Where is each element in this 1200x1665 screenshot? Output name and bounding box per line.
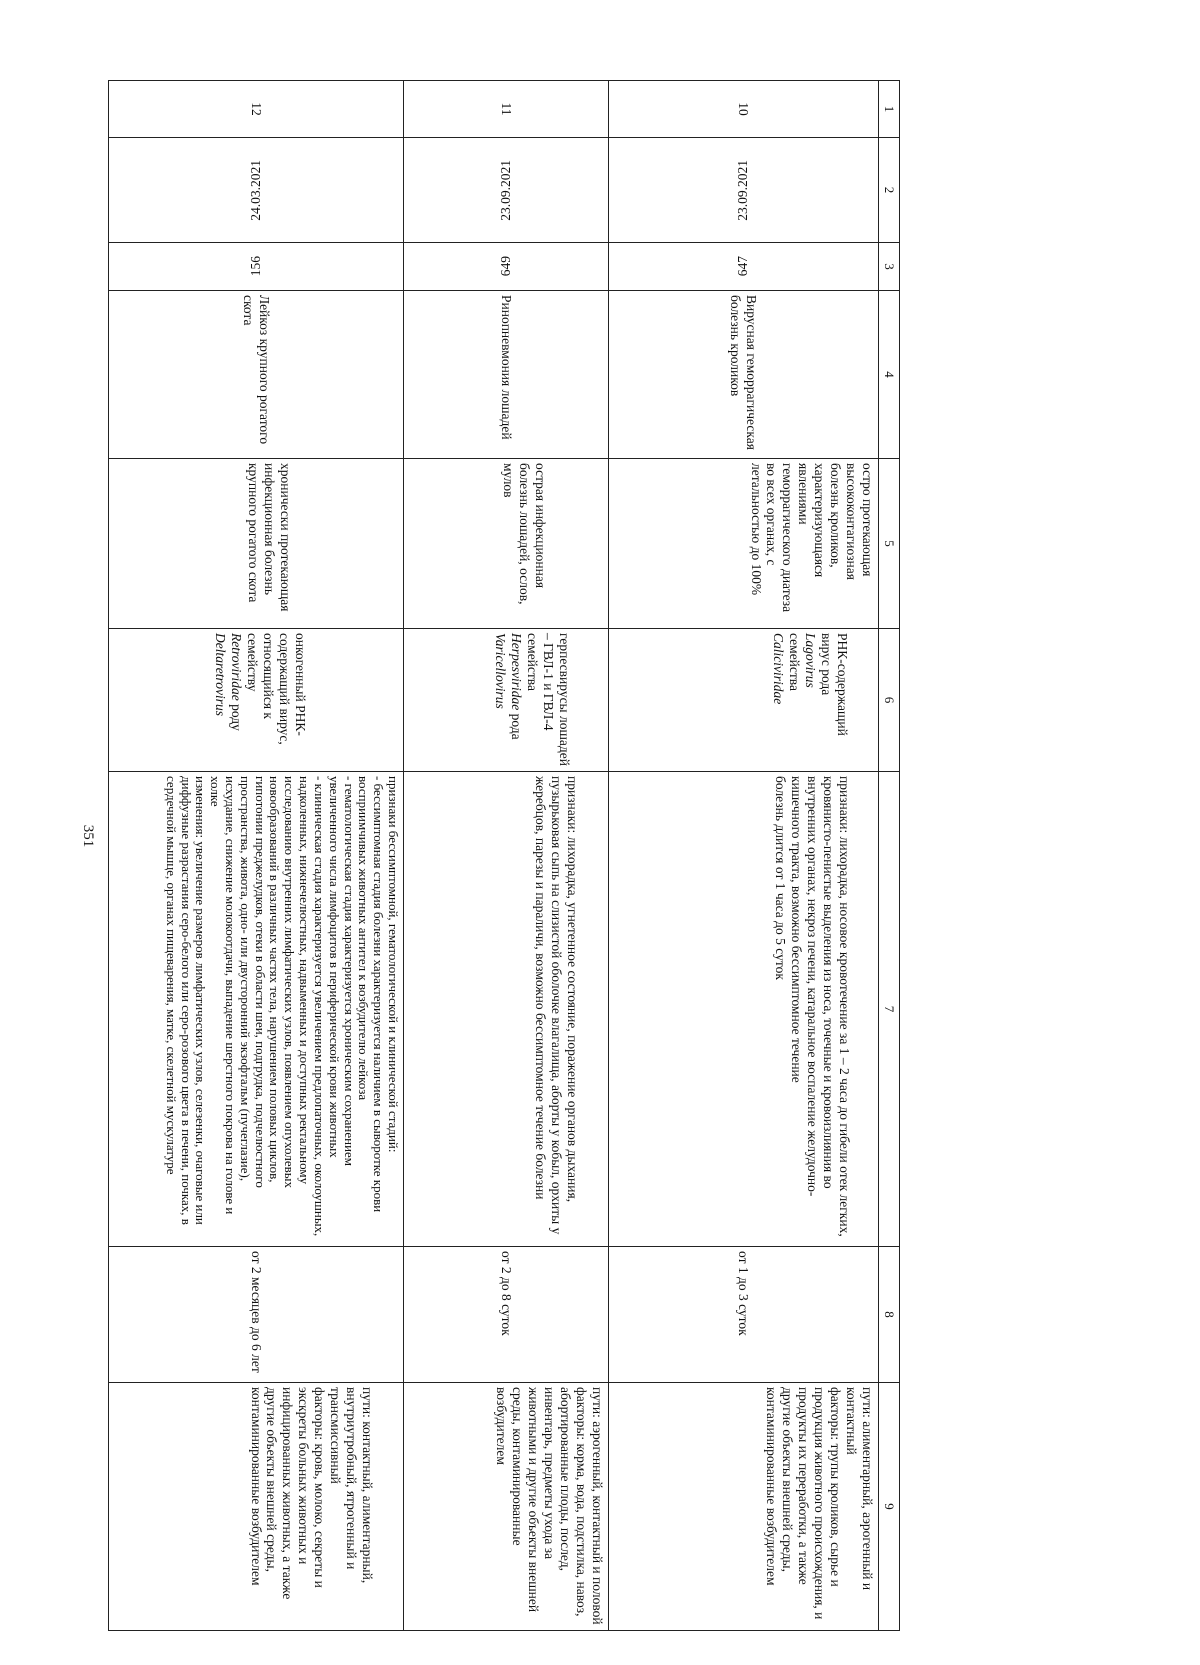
agent-cell	[404, 629, 609, 772]
disease-table	[108, 80, 900, 1631]
disease-name: Ринопневмония лошадей	[404, 291, 609, 459]
table-row	[109, 81, 404, 1631]
transmission: пути: алиментарный, аэрогенный и контактный факторы: трупы кроликов, сырье и продукция животного происхождения, и продукты их переработки, а также другие объекты внешней среды, контаминированные возбудителем	[609, 1383, 879, 1631]
incubation-period: от 2 до 8 суток	[404, 1247, 609, 1383]
agent-cell	[109, 629, 404, 772]
incubation-period: от 2 месяцев до 6 лет	[109, 1247, 404, 1383]
rotated-table-area	[110, 80, 900, 1630]
agent-genus: Lagovirus	[803, 633, 819, 688]
header-row	[879, 81, 900, 1631]
agent-family: Herpesviridae	[509, 633, 525, 711]
clinical-signs: признаки бессимптомной, гематологической и клинической стадий: - бессимптомная стадия болезни характеризуется наличием в сыворотке крови восприимчивых животных антител к возбудителю лейкоза - гематологическая стадия характеризуется хроническим сохранением увеличенного числа лимфоцитов в периферической крови животных - клиническая стадия характеризуется увеличением предлопаточных, околоушных, надколенных, нижнечелюстных, надвыменных и доступных ректальному исследованию внутренних лимфатических узлов, появлением опухолевых новообразований в различных частях тела, нарушением половых циклов, гипотонии преджелудков, отеки в области шеи, подгрудка, подчелюстного пространства, живота, одно- или двусторонний экзофтальм (пучеглазие), исхудание, снижение молокоотдачи, выпадение шерстного покрова на голове и холке изменения: увеличение размеров лимфатических узлов, селезенки, очаговые или диффузные разрастания серо-белого или серо-розового цвета в печени, почках, в сердечной мышце, органах пищеварения, матке, скелетной мускулатуре	[109, 772, 404, 1247]
row-number: 10	[609, 81, 879, 138]
date-cell	[109, 138, 404, 243]
date-text: 24.03.2021	[248, 159, 264, 221]
header-cell: 8	[879, 1247, 900, 1383]
header-cell: 1	[879, 81, 900, 138]
row-number: 12	[109, 81, 404, 138]
header-cell: 6	[879, 629, 900, 772]
agent-family: Retroviridae	[229, 633, 245, 701]
code-text: 156	[248, 256, 264, 277]
disease-description: хронически протекающая инфекционная болезнь крупного рогатого скота	[109, 459, 404, 629]
clinical-signs: признаки: лихорадка, носовое кровотечение за 1 – 2 часа до гибели отек легких, кровянисто-пенистые выделения из носа, точечные и кровоизлияния во внутренних органах, некроз печени, катаральное воспаление желудочно-кишечного тракта, возможно бессимптомное течение болезнь длится от 1 часа до 5 суток	[609, 772, 879, 1247]
header-cell: 3	[879, 243, 900, 291]
header-cell: 5	[879, 459, 900, 629]
agent-main: онкогенный РНК-содержащий вирус, относящийся к семейству	[245, 633, 308, 745]
agent-genus-word: роду	[229, 704, 245, 731]
agent-main: РНК-содержащий вирус рода	[819, 633, 850, 736]
date-cell	[609, 138, 879, 243]
header-cell: 2	[879, 138, 900, 243]
disease-description: остро протекающая высококонтагиозная болезнь кроликов, характеризующаяся явлениями геморрагического диатеза во всех органах, с летальностью до 100%	[609, 459, 879, 629]
agent-genus: Deltaretrovirus	[213, 633, 229, 716]
date-text: 23.09.2021	[735, 159, 751, 221]
incubation-period: от 1 до 3 суток	[609, 1247, 879, 1383]
page-number: 351	[80, 824, 96, 848]
code-text: 647	[735, 256, 751, 277]
agent-family: Caliciviridae	[771, 633, 787, 705]
disease-name: Вирусная геморрагическая болезнь кроликов	[609, 291, 879, 459]
agent-family-word: семейства	[787, 633, 803, 691]
transmission: пути: аэрогенный, контактный и половой факторы: корма, вода, подстилка, навоз, абортированные плоды, послед, инвентарь, предметы ухода за животными и другие объекты внешней среды, контаминированные возбудителем	[404, 1383, 609, 1631]
date-text: 23.09.2021	[498, 159, 514, 221]
agent-cell	[609, 629, 879, 772]
table-row	[404, 81, 609, 1631]
code-cell	[109, 243, 404, 291]
header-cell: 7	[879, 772, 900, 1247]
agent-main: герпесвирусы лошадей – ГВЛ-1 и ГВЛ-4 семейства	[525, 633, 572, 766]
row-number: 11	[404, 81, 609, 138]
clinical-signs: признаки: лихорадка, угнетенное состояние, поражение органов дыхания, пузырьковая сыпь на слизистой оболочке влагалища, аборты у кобыл, орхиты у жеребцов, парезы и параличи, возможно бессимптомное течение болезни	[404, 772, 609, 1247]
disease-name: Лейкоз крупного рогатого скота	[109, 291, 404, 459]
header-cell: 9	[879, 1383, 900, 1631]
agent-genus-word: рода	[509, 713, 525, 740]
code-text: 649	[498, 256, 514, 277]
code-cell	[609, 243, 879, 291]
disease-description: острая инфекционная болезнь лошадей, ослов, мулов	[404, 459, 609, 629]
table-row	[609, 81, 879, 1631]
agent-genus: Varicellovirus	[493, 633, 509, 709]
date-cell	[404, 138, 609, 243]
code-cell	[404, 243, 609, 291]
header-cell: 4	[879, 291, 900, 459]
transmission: пути: контактный, алиментарный, внутриутробный, ятрогенный и трансмиссивный факторы: кровь, молоко, секреты и экскреты больных животных и инфицированных животных, а также другие объекты внешней среды, контаминированные возбудителем	[109, 1383, 404, 1631]
